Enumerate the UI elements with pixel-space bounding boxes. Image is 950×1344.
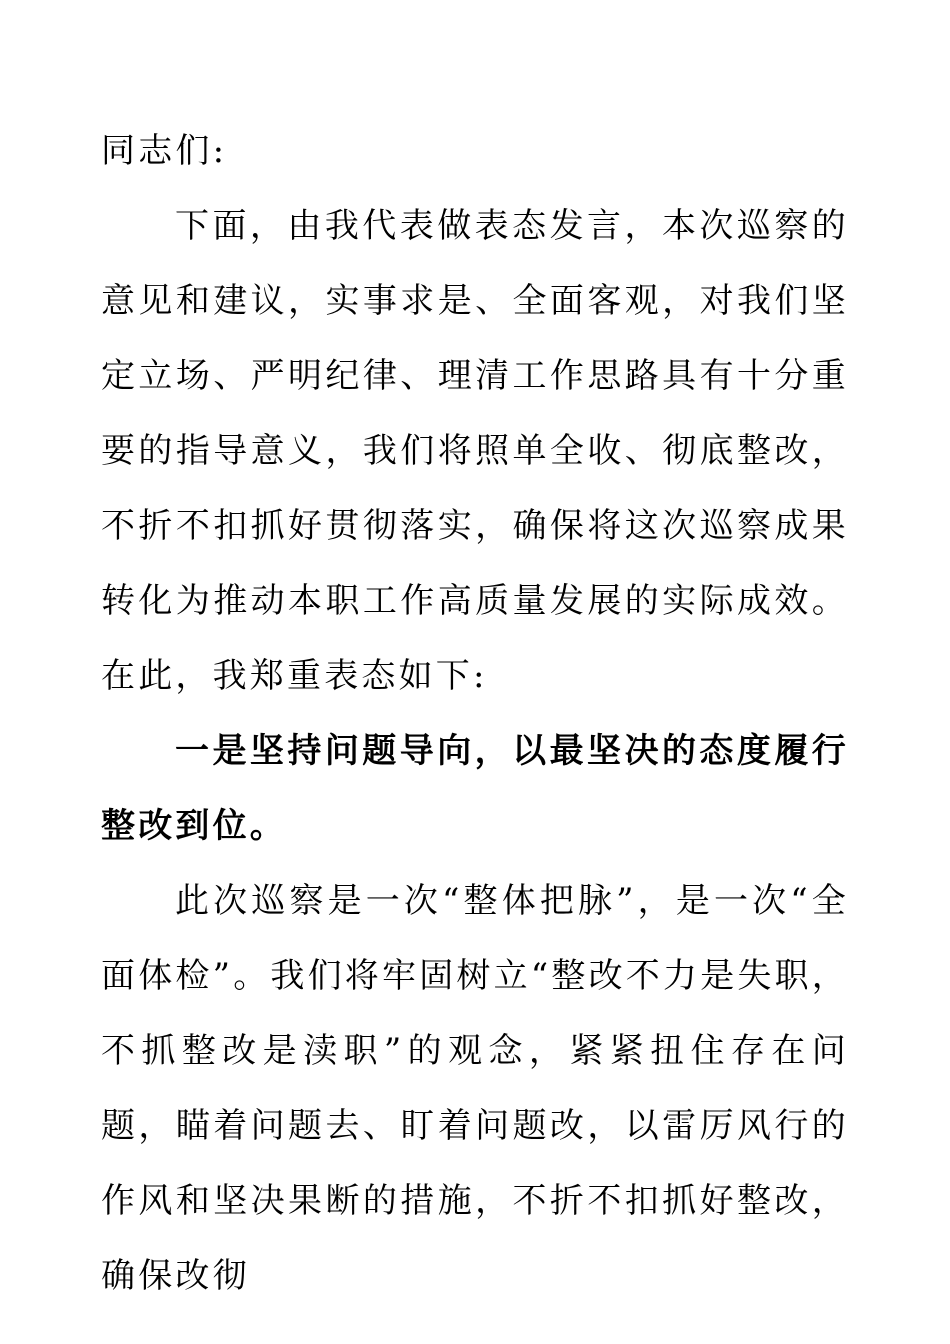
document-body bbox=[101, 114, 849, 1314]
paragraph-section-1: 此次巡察是一次“整体把脉”，是一次“全面体检”。我们将牢固树立“整改不力是失职，不抓整改是渎职”的观念，紧紧扭住存在问题，瞄着问题去、盯着问题改，以雷厉风行的作风和坚决果断的措施，不折不扣抓好整改，确保改彻 bbox=[101, 881, 849, 1296]
salutation: 同志们: bbox=[101, 131, 228, 171]
paragraph-intro: 下面，由我代表做表态发言，本次巡察的意见和建议，实事求是、全面客观，对我们坚定立场、严明纪律、理清工作思路具有十分重要的指导意义，我们将照单全收、彻底整改，不折不扣抓好贯彻落实，确保将这次巡察成果转化为推动本职工作高质量发展的实际成效。在此，我郑重表态如下: bbox=[101, 206, 849, 696]
section-heading-1: 一是坚持问题导向，以最坚决的态度履行整改到位。 bbox=[101, 731, 849, 846]
